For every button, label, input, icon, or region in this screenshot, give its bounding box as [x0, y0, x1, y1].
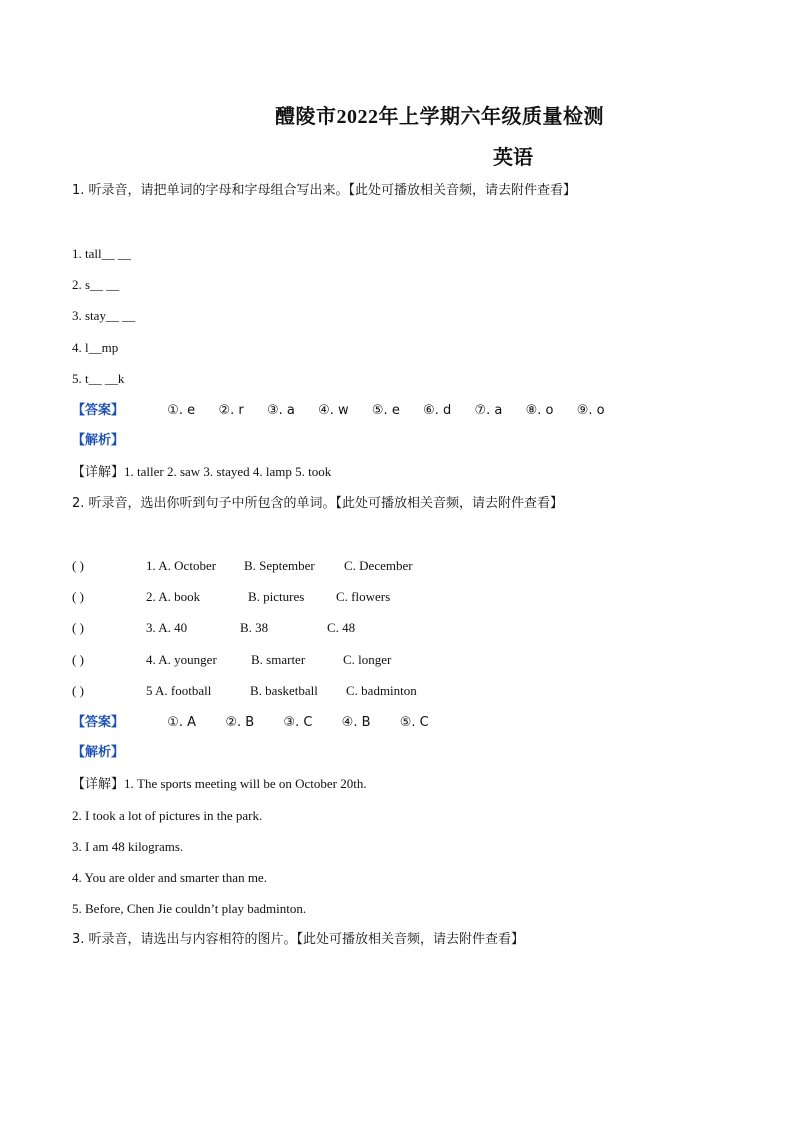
- q1-heading: 1. 听录音，请把单词的字母和字母组合写出来。【此处可播放相关音频，请去附件查看】: [72, 183, 577, 198]
- q2-answer-2: ②. B: [225, 715, 255, 730]
- q2-answers: [167, 712, 449, 733]
- q3-heading: 3. 听录音，请选出与内容相符的图片。【此处可播放相关音频，请去附件查看】: [72, 932, 525, 947]
- q2-item-4: [72, 650, 391, 670]
- option-c: C. badminton: [346, 683, 417, 698]
- q1-analysis-label: 【解析】: [72, 433, 125, 448]
- page-subtitle: 英语: [493, 147, 533, 169]
- option-a: 5 A. football: [146, 683, 212, 698]
- q1-answer-8: ⑧. o: [525, 403, 554, 418]
- q2-item-5: [72, 681, 417, 701]
- answer-label: 【答案】: [72, 715, 125, 730]
- q1-answer-3: ③. a: [266, 403, 295, 418]
- q2-item-1: [72, 556, 413, 576]
- q1-answer-2: ②. r: [218, 403, 244, 418]
- option-b: B. pictures: [248, 589, 305, 604]
- q2-detail-5: 5. Before, Chen Jie couldn’t play badminton.: [72, 901, 307, 916]
- q1-answer-row: [72, 400, 625, 421]
- answer-blank: ( ): [72, 558, 84, 573]
- q1-answers: [167, 400, 624, 421]
- option-a: 4. A. younger: [146, 652, 217, 667]
- q1-answer-1: ①. e: [167, 403, 196, 418]
- option-a: 2. A. book: [146, 589, 201, 604]
- q1-answer-6: ⑥. d: [423, 403, 452, 418]
- q2-answer-5: ⑤. C: [399, 715, 429, 730]
- q1-item-2: 2. s__ __: [72, 277, 120, 292]
- q2-detail-4: 4. You are older and smarter than me.: [72, 870, 267, 885]
- q1-answer-4: ④. w: [318, 403, 349, 418]
- answer-blank: ( ): [72, 683, 84, 698]
- q1-answer-7: ⑦. a: [474, 403, 503, 418]
- q2-answer-1: ①. A: [167, 715, 197, 730]
- option-b: B. smarter: [251, 652, 306, 667]
- q1-item-4: 4. l__mp: [72, 340, 119, 355]
- q2-answer-4: ④. B: [341, 715, 371, 730]
- q1-item-5: 5. t__ __k: [72, 371, 125, 386]
- answer-blank: ( ): [72, 589, 84, 604]
- q1-item-3: 3. stay__ __: [72, 308, 136, 323]
- answer-label: 【答案】: [72, 403, 125, 418]
- option-c: C. flowers: [336, 589, 391, 604]
- answer-blank: ( ): [72, 652, 84, 667]
- q2-heading: 2. 听录音，选出你听到句子中所包含的单词。【此处可播放相关音频，请去附件查看】: [72, 496, 564, 511]
- option-c: C. December: [344, 558, 413, 573]
- page-title: 醴陵市2022年上学期六年级质量检测: [275, 106, 604, 128]
- q2-answer-row: [72, 712, 449, 733]
- q2-detail-2: 2. I took a lot of pictures in the park.: [72, 808, 263, 823]
- q1-detail: 【详解】1. taller 2. saw 3. stayed 4. lamp 5. took: [72, 464, 332, 479]
- option-a: 1. A. October: [146, 558, 217, 573]
- option-b: B. basketball: [250, 683, 318, 698]
- option-b: B. September: [244, 558, 315, 573]
- q2-detail-3: 3. I am 48 kilograms.: [72, 839, 184, 854]
- option-c: C. longer: [343, 652, 392, 667]
- q1-item-1: 1. tall__ __: [72, 246, 131, 261]
- answer-blank: ( ): [72, 620, 84, 635]
- option-c: C. 48: [327, 620, 356, 635]
- q2-item-3: [72, 618, 355, 638]
- option-b: B. 38: [240, 620, 269, 635]
- q1-answer-9: ⑨. o: [576, 403, 605, 418]
- q2-item-2: [72, 587, 390, 607]
- option-a: 3. A. 40: [146, 620, 188, 635]
- q2-analysis-label: 【解析】: [72, 745, 125, 760]
- q1-answer-5: ⑤. e: [371, 403, 400, 418]
- q2-detail-1: 【详解】1. The sports meeting will be on October 20th.: [72, 776, 367, 791]
- q2-answer-3: ③. C: [283, 715, 313, 730]
